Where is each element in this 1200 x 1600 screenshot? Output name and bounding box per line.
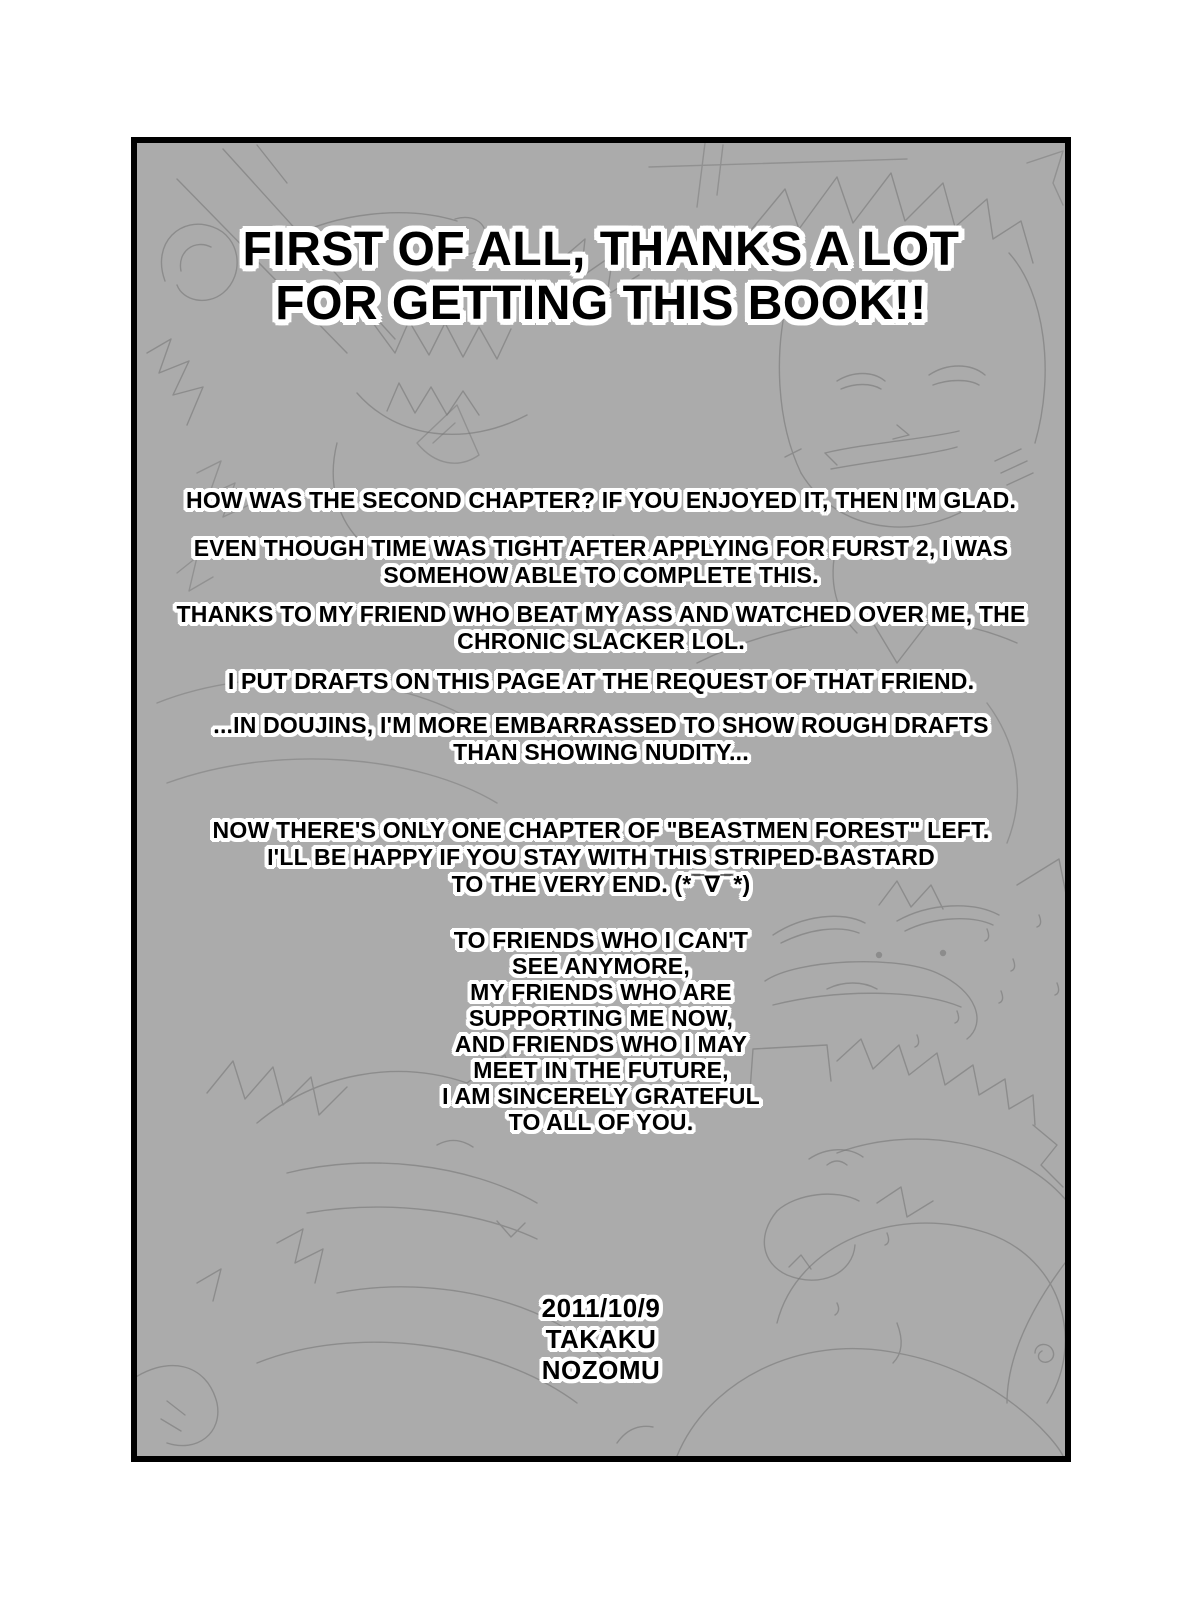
gratitude-line: TO ALL OF YOU. [508, 1109, 694, 1135]
afterword-page-panel [131, 137, 1071, 1462]
gratitude-line: MY FRIENDS WHO ARE [470, 979, 732, 1005]
sketch-body-curves [617, 1139, 1065, 1456]
closing-line: NOW THERE'S ONLY ONE CHAPTER OF "BEASTMEN FOREST" LEFT. [212, 817, 990, 843]
paragraph-line: HOW WAS THE SECOND CHAPTER? IF YOU ENJOYED IT, THEN I'M GLAD. [186, 487, 1016, 513]
gratitude-line: MEET IN THE FUTURE, [473, 1057, 729, 1083]
gratitude-line: AND FRIENDS WHO I MAY [454, 1031, 748, 1057]
closing-note [213, 817, 990, 898]
closing-line: I'LL BE HAPPY IF YOU STAY WITH THIS STRIPED-BASTARD [267, 844, 935, 870]
gratitude-line: TO FRIENDS WHO I CAN'T [453, 927, 749, 953]
paragraph-line: SOMEHOW ABLE TO COMPLETE THIS. [383, 562, 819, 588]
gratitude-message [442, 927, 760, 1135]
page-title [243, 223, 960, 331]
paragraph-2 [194, 535, 1008, 589]
paragraph-line: ...IN DOUJINS, I'M MORE EMBARRASSED TO SHOW ROUGH DRAFTS [213, 712, 989, 738]
signature-author-line: NOZOMU [541, 1355, 661, 1385]
sketch-beast-fur-crest [764, 1039, 1063, 1280]
signature-block [542, 1293, 661, 1386]
paragraph-3 [177, 601, 1026, 655]
paragraph-line: EVEN THOUGH TIME WAS TIGHT AFTER APPLYING FOR FURST 2, I WAS [193, 535, 1009, 561]
background-sketch-drafts [137, 143, 1065, 1456]
paragraph-line: I PUT DRAFTS ON THIS PAGE AT THE REQUEST OF THAT FRIEND. [227, 668, 975, 694]
gratitude-line: SEE ANYMORE, [512, 953, 690, 979]
title-line: FOR GETTING THIS BOOK!! [275, 277, 927, 330]
closing-line: TO THE VERY END. (*¯∇¯*) [451, 871, 751, 897]
signature-date: 2011/10/9 [541, 1293, 661, 1323]
paragraph-line: THAN SHOWING NUDITY... [453, 739, 749, 765]
paragraph-line: THANKS TO MY FRIEND WHO BEAT MY ASS AND WATCHED OVER ME, THE [176, 601, 1026, 627]
paragraph-5 [213, 712, 988, 766]
paragraph-1 [186, 487, 1016, 514]
signature-author-line: TAKAKU [545, 1324, 657, 1354]
title-line: FIRST OF ALL, THANKS A LOT [242, 223, 960, 276]
gratitude-line: I AM SINCERELY GRATEFUL [442, 1083, 760, 1109]
paragraph-4 [228, 668, 974, 695]
paragraph-line: CHRONIC SLACKER LOL. [457, 628, 745, 654]
gratitude-line: SUPPORTING ME NOW, [468, 1005, 734, 1031]
